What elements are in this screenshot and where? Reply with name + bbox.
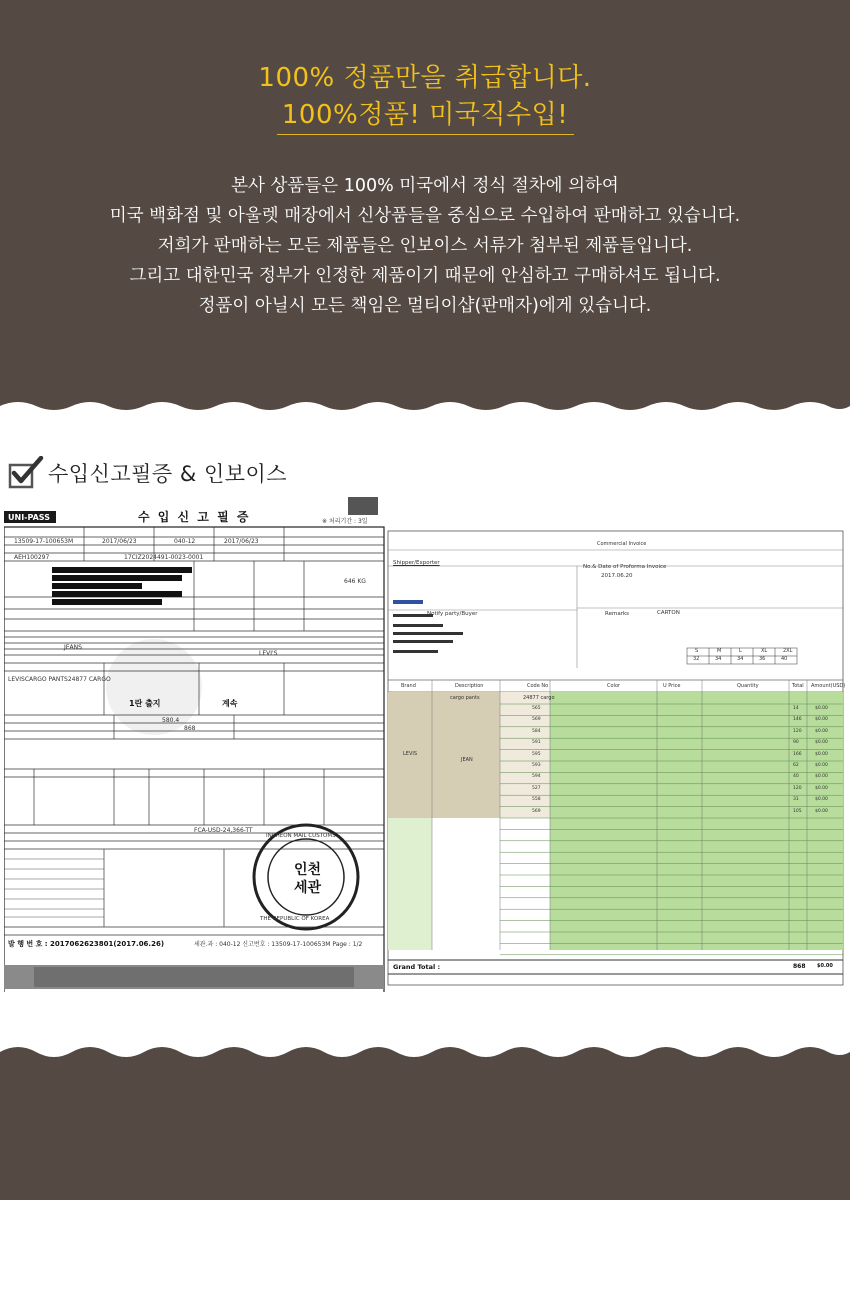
row-amount-cell: $0.00	[815, 740, 828, 746]
brand-cell: LEVIS	[403, 751, 418, 757]
section-title-text: 수입신고필증 & 인보이스	[48, 462, 288, 486]
top-banner	[0, 0, 850, 420]
seal-text-bottom: THE REPUBLIC OF KOREA	[260, 916, 330, 922]
size-header-cell: XL	[761, 648, 768, 654]
remarks-value: CARTON	[657, 610, 680, 616]
row-code-cell: 565	[532, 706, 541, 711]
weight: 646 KG	[344, 578, 366, 585]
commercial-invoice-image	[387, 528, 845, 990]
row-total-cell: 146	[793, 717, 802, 723]
row-code-cell: 569	[532, 717, 541, 723]
row-amount-cell: $0.00	[815, 751, 828, 757]
row-code-cell: 593	[532, 763, 541, 768]
col-code: Code No	[527, 683, 549, 689]
headline-us-import: 100%정품! 미국직수입!	[281, 100, 569, 130]
col-description: Description	[455, 683, 484, 689]
quantity: 868	[184, 725, 196, 732]
arrival-date: 2017/06/23	[224, 538, 259, 545]
code-header: 24877 cargo	[523, 695, 555, 701]
banner-description	[0, 171, 850, 321]
row-amount-cell: $0.00	[815, 808, 828, 814]
size-header-cell: S	[695, 648, 699, 654]
row-total-cell: 120	[793, 728, 802, 734]
size-header-cell: 2XL	[783, 648, 793, 654]
declaration-no: 13509-17-100653M	[14, 538, 74, 545]
shipper-label: Shipper/Exporter	[393, 560, 440, 566]
banner-line: 미국 백화점 및 아울렛 매장에서 신상품들을 중심으로 수입하여 판매하고 있습니다.	[109, 206, 741, 226]
continuation: 계속	[222, 699, 238, 708]
model: LEVISCARGO PANTS24877 CARGO	[8, 676, 111, 683]
declaration-date: 2017/06/23	[102, 538, 137, 545]
row-total-cell: 105	[793, 808, 802, 814]
origin-stamp: 1란 출지	[129, 699, 161, 708]
invoice-title: Commercial Invoice	[597, 541, 647, 547]
row-total-cell: 62	[793, 763, 799, 768]
cargo-no: 17CIZ2024491-0023-0001	[124, 554, 204, 561]
bottom-band	[0, 1062, 850, 1200]
grand-total-label: Grand Total :	[393, 963, 441, 971]
row-amount-cell: $0.00	[815, 774, 828, 780]
remarks-label: Remarks	[605, 611, 629, 617]
size-value-cell: 34	[715, 656, 722, 662]
row-code-cell: 569	[532, 808, 541, 814]
row-total-cell: 90	[793, 740, 799, 746]
row-code-cell: 527	[532, 785, 541, 791]
banner-line: 정품이 아닐시 모든 책임은 멀티이샵(판매자)에게 있습니다.	[198, 296, 652, 316]
headline-underline	[277, 134, 574, 135]
checkbox-check-icon	[8, 456, 44, 490]
row-amount-cell: $0.00	[815, 785, 828, 791]
row-total-cell: 166	[793, 751, 802, 757]
bottom-wave-divider	[0, 1034, 850, 1064]
bl-no: AEH100297	[14, 554, 50, 561]
grand-total-amount: $0.00	[817, 963, 833, 969]
banner-line: 저희가 판매하는 모든 제품들은 인보이스 서류가 첨부된 제품들입니다.	[157, 236, 693, 256]
size-value-cell: 34	[737, 656, 744, 662]
row-amount-cell: $0.00	[815, 706, 828, 711]
size-header-cell: M	[717, 648, 722, 654]
issue-number: 발 행 번 호 : 2017062623801(2017.06.26)	[8, 940, 165, 948]
col-brand: Brand	[401, 683, 416, 689]
col-uprice: U Price	[663, 683, 681, 689]
buyer-label: Notify party/Buyer	[427, 611, 478, 617]
banner-line: 본사 상품들은 100% 미국에서 정식 절차에 의하여	[231, 176, 619, 196]
row-amount-cell: $0.00	[815, 717, 828, 723]
row-total-cell: 40	[793, 774, 799, 780]
headline-genuine-only: 100% 정품만을 취급합니다.	[258, 63, 592, 93]
banner-line: 그리고 대한민국 정부가 인정한 제품이기 때문에 안심하고 구매하셔도 됩니다.	[129, 266, 721, 286]
row-code-cell: 595	[532, 751, 541, 757]
no-date-label: No.& Date of Proforma Invoice	[583, 564, 667, 570]
size-value-cell: 36	[759, 656, 766, 662]
seal-text-top: INCHEON MAIL CUSTOMS	[266, 833, 336, 839]
processing-period: ※ 처리기간 : 3일	[322, 518, 368, 525]
row-total-cell: 14	[793, 706, 799, 711]
row-amount-cell: $0.00	[815, 763, 828, 768]
seal-center-2: 세관	[294, 880, 322, 896]
col-quantity: Quantity	[737, 683, 759, 689]
section-title	[8, 455, 287, 491]
col-color: Color	[607, 683, 621, 689]
row-amount-cell: $0.00	[815, 728, 828, 734]
size-value-cell: 32	[693, 656, 700, 662]
description-1: cargo pants	[450, 695, 480, 701]
weight-2: 580.4	[162, 717, 180, 724]
certificate-title: 수 입 신 고 필 증	[138, 510, 251, 524]
row-code-cell: 584	[532, 728, 541, 734]
col-total: Total	[792, 683, 804, 689]
customs-code: 040-12	[174, 538, 196, 545]
size-header-cell: L	[739, 648, 742, 654]
row-amount-cell: $0.00	[815, 797, 828, 803]
brand: LEVI'S	[259, 650, 278, 657]
row-code-cell: 594	[532, 774, 541, 780]
import-certificate-image	[4, 497, 386, 992]
no-date-value: 2017.06.20	[601, 573, 633, 579]
col-amount: Amount(USD)	[811, 683, 845, 689]
grand-total-qty: 868	[793, 963, 806, 970]
row-total-cell: 120	[793, 785, 802, 791]
size-value-cell: 40	[781, 656, 788, 662]
seal-center-1: 인천	[294, 862, 322, 878]
issue-footer: 세관.과 : 040-12 신고번호 : 13509-17-100653M Page : 1/2	[194, 941, 363, 948]
description-2: JEAN	[461, 757, 473, 763]
top-wave-divider	[0, 392, 850, 422]
amount-label: FCA-USD-24,366-TT	[194, 827, 253, 834]
row-code-cell: 591	[532, 740, 541, 746]
invoice-grid	[387, 528, 845, 990]
row-code-cell: 558	[532, 797, 541, 803]
unipass-logo: UNI-PASS	[8, 513, 50, 522]
item-name: JEANS	[64, 644, 82, 651]
row-total-cell: 31	[793, 797, 799, 803]
